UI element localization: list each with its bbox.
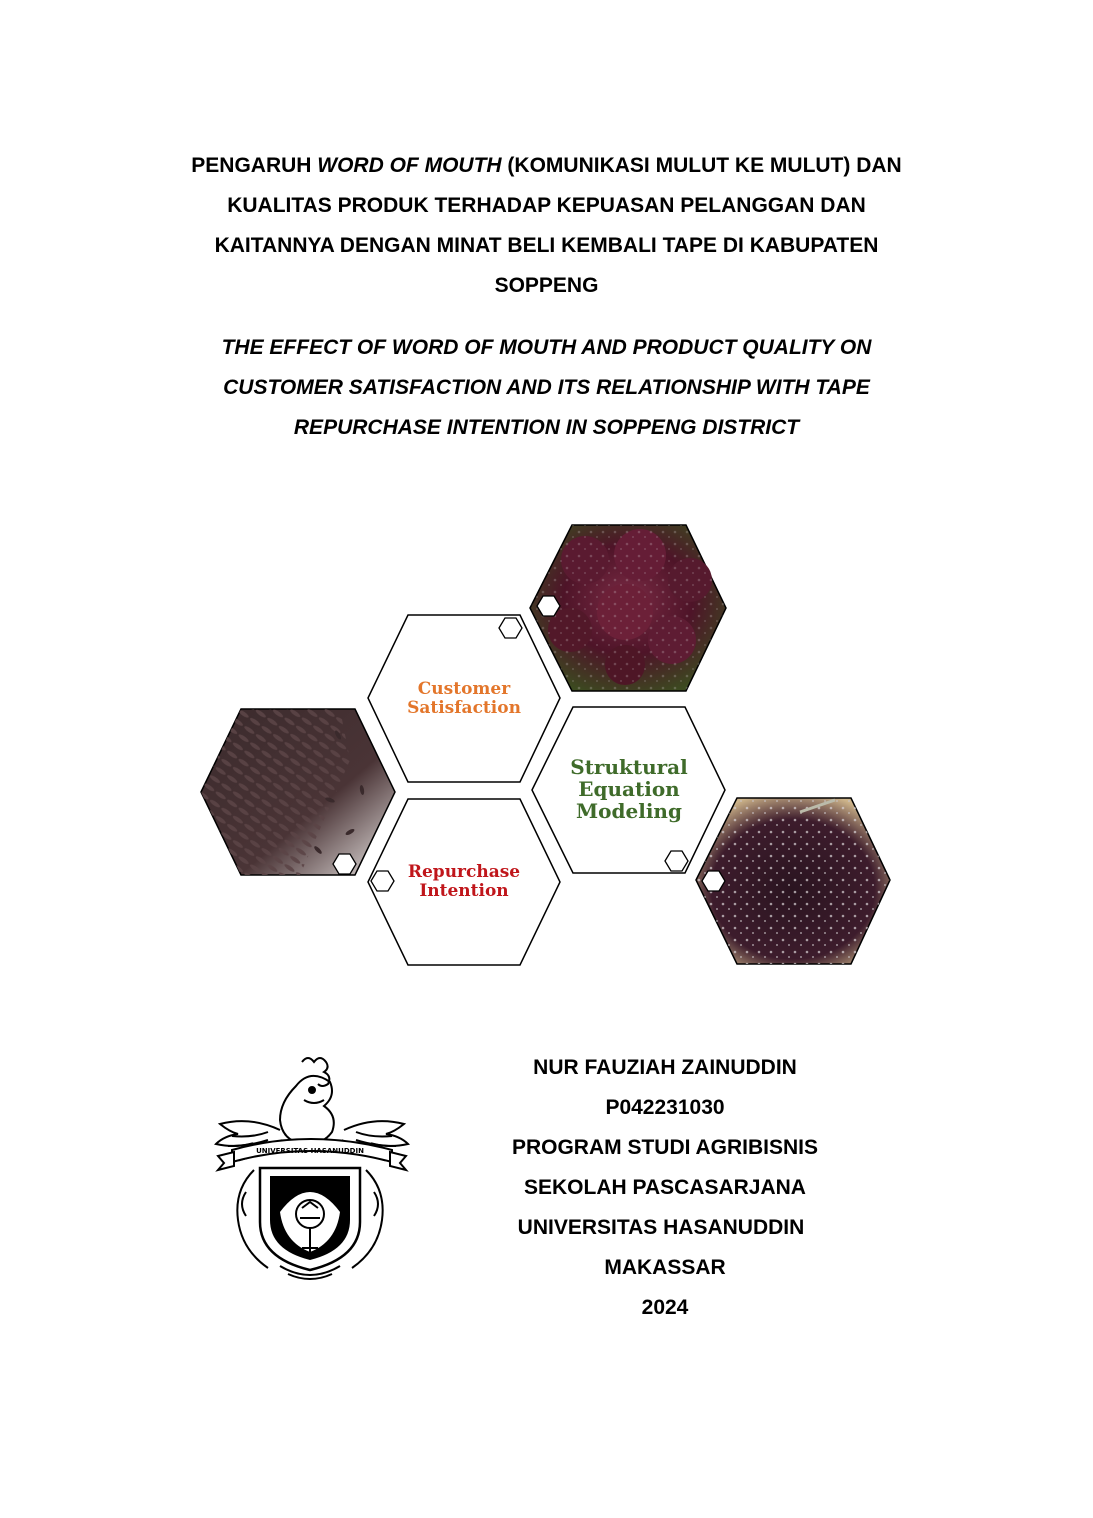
logo-ribbon bbox=[218, 1139, 406, 1170]
repurchase-intention-hexagon bbox=[368, 799, 560, 965]
sem-label-3: Modeling bbox=[576, 799, 682, 823]
title-id-line-4: SOPPENG bbox=[494, 274, 599, 297]
small-hexagon-icon bbox=[665, 851, 688, 871]
title-id-line-3: KAITANNYA DENGAN MINAT BELI KEMBALI TAPE DI KABUPATEN bbox=[214, 234, 879, 257]
repurchase-label-1: Repurchase bbox=[407, 862, 521, 882]
universitas-hasanuddin-logo bbox=[210, 1052, 410, 1284]
year: 2024 bbox=[641, 1296, 689, 1319]
title-en-line-2: CUSTOMER SATISFACTION AND ITS RELATIONSHIP WITH TAPE bbox=[223, 376, 870, 399]
hexagon-diagram bbox=[195, 515, 900, 975]
sem-label-2: Equation bbox=[578, 777, 680, 801]
author-info-block bbox=[480, 1048, 850, 1328]
title-id-line-2: KUALITAS PRODUK TERHADAP KEPUASAN PELANGGAN DAN bbox=[227, 194, 866, 217]
small-hexagon-icon bbox=[537, 596, 560, 616]
city-name: MAKASSAR bbox=[604, 1256, 726, 1279]
sem-label-1: Struktural bbox=[570, 755, 688, 779]
study-program: PROGRAM STUDI AGRIBISNIS bbox=[511, 1136, 819, 1159]
small-hexagon-icon bbox=[499, 618, 522, 638]
school-name: SEKOLAH PASCASARJANA bbox=[524, 1176, 806, 1199]
logo-ribbon-text: UNIVERSITAS HASANUDDIN bbox=[256, 1147, 364, 1155]
author-name: NUR FAUZIAH ZAINUDDIN bbox=[533, 1056, 797, 1079]
customer-satisfaction-label-2: Satisfaction bbox=[407, 698, 521, 718]
university-name: UNIVERSITAS HASANUDDIN bbox=[517, 1216, 805, 1239]
title-id-prefix: PENGARUH bbox=[191, 154, 318, 177]
title-english bbox=[140, 328, 953, 448]
title-id-line-1 bbox=[140, 146, 953, 186]
title-indonesian bbox=[140, 146, 953, 306]
author-nim: P042231030 bbox=[605, 1096, 725, 1119]
title-id-italic: WORD OF MOUTH bbox=[317, 154, 502, 177]
title-id-suffix: (KOMUNIKASI MULUT KE MULUT) DAN bbox=[501, 154, 902, 177]
photo-black-rice-hexagon bbox=[201, 709, 395, 875]
logo-shield bbox=[260, 1168, 360, 1270]
customer-satisfaction-label-1: Customer bbox=[417, 679, 511, 699]
title-en-line-1: THE EFFECT OF WORD OF MOUTH AND PRODUCT QUALITY ON bbox=[221, 336, 872, 359]
repurchase-label-2: Intention bbox=[419, 881, 509, 901]
small-hexagon-icon bbox=[371, 871, 394, 891]
sem-hexagon bbox=[532, 707, 725, 873]
small-hexagon-icon bbox=[333, 854, 356, 874]
title-en-line-3: REPURCHASE INTENTION IN SOPPENG DISTRICT bbox=[293, 416, 800, 439]
customer-satisfaction-hexagon bbox=[368, 615, 560, 782]
small-hexagon-icon bbox=[702, 871, 725, 891]
